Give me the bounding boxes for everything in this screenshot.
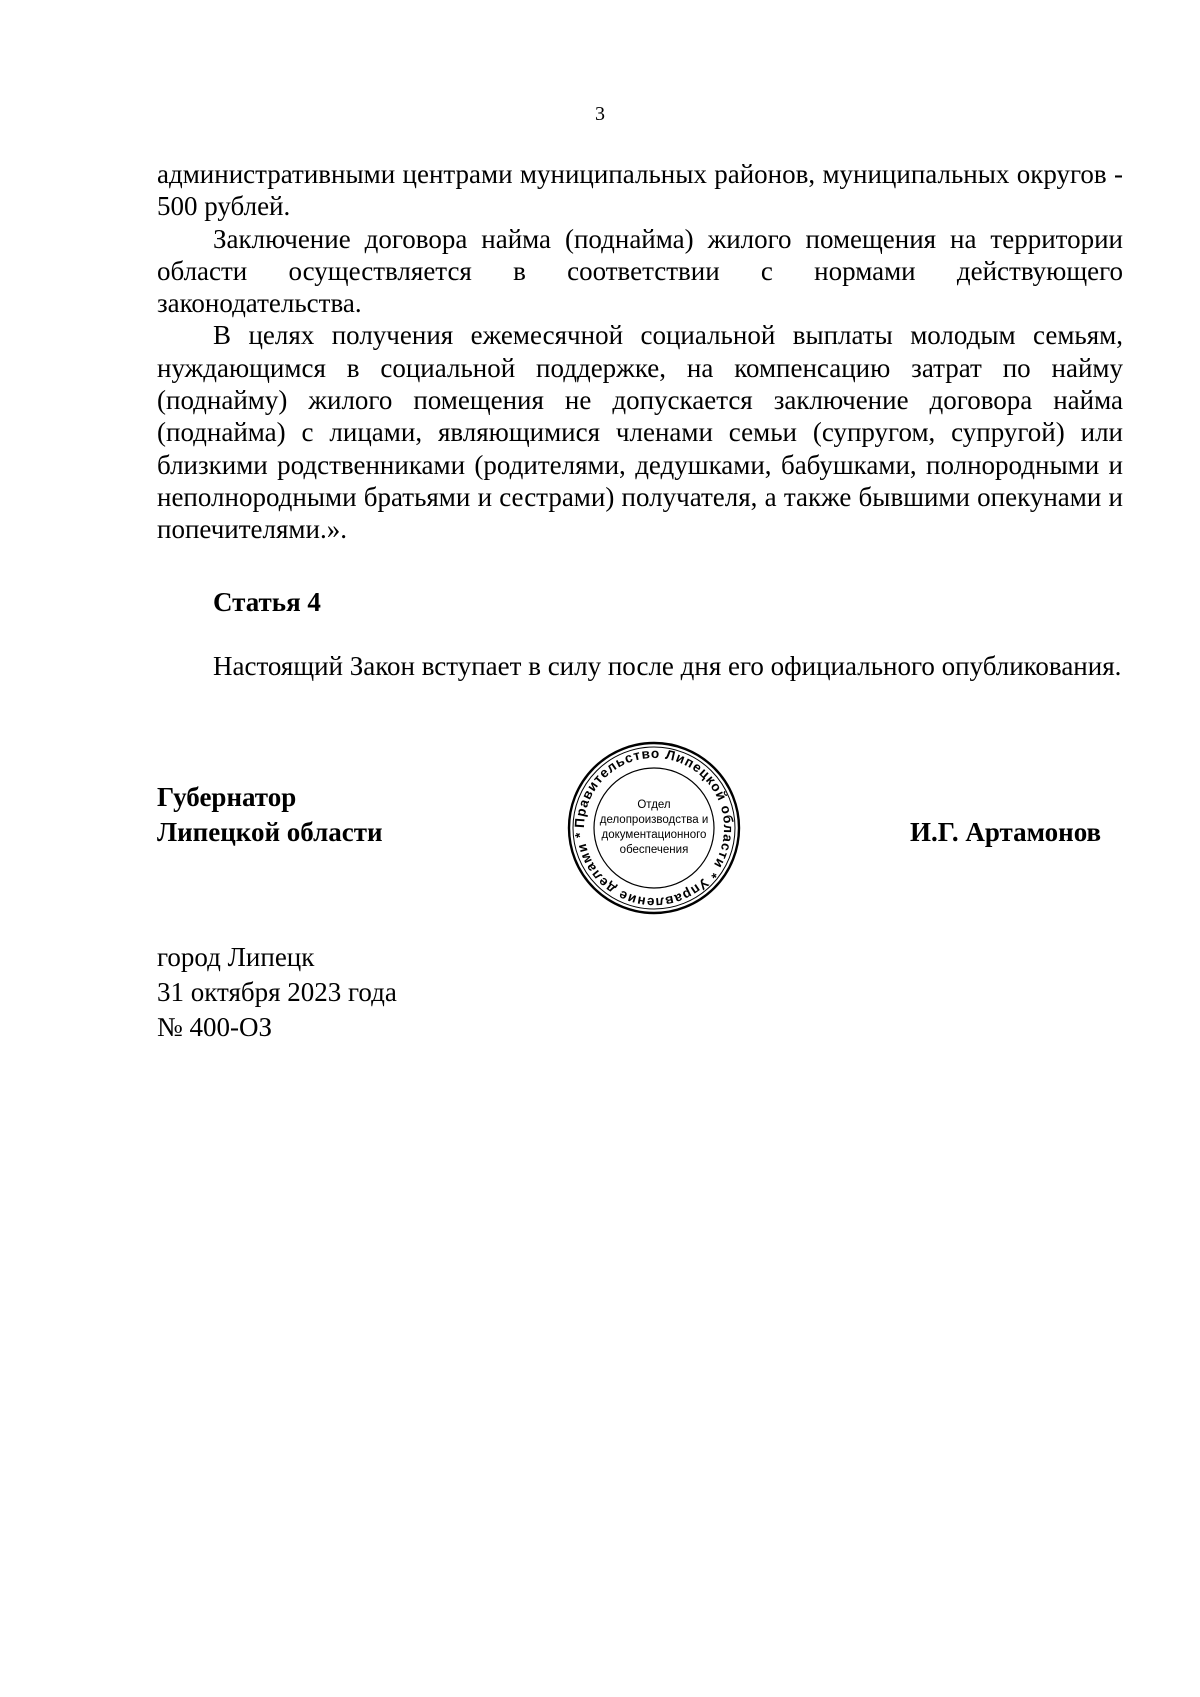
paragraph-2: Заключение договора найма (поднайма) жилого помещения на территории области осуществляется в соответствии с нормами действующего законодательства. (157, 223, 1123, 319)
footer-date: 31 октября 2023 года (157, 977, 397, 1007)
document-footer (157, 940, 397, 1045)
paragraph-3: В целях получения ежемесячной социальной выплаты молодым семьям, нуждающимся в социальной поддержке, на компенсацию затрат по найму (поднайму) жилого помещения не допускается заключение договора найма (поднайма) с лицами, являющимися членами семьи (супругом, супругой) или близкими родственниками (родителями, дедушками, бабушками, полнородными и неполнородными братьями и сестрами) получателя, а также бывшими опекунами и попечителями.». (157, 320, 1123, 545)
body-text (157, 158, 1123, 546)
article-body (157, 650, 1123, 682)
article-paragraph: Настоящий Закон вступает в силу после дня его официального опубликования. (213, 651, 1122, 681)
article-title: Статья 4 (213, 587, 321, 617)
stamp-outer-text: Правительство Липецкой области * Управление делами * (571, 745, 737, 911)
footer-number: № 400-ОЗ (157, 1012, 273, 1042)
paragraph-1: административными центрами муниципальных районов, муниципальных округов - 500 рублей. (157, 159, 1123, 222)
stamp-inner-line-3: документационного (601, 829, 707, 841)
stamp-inner-line-2: делопроизводства и (599, 814, 709, 826)
stamp-inner-line-1: Отдел (637, 799, 671, 811)
position-line-1: Губернатор (157, 782, 297, 812)
signatory-name: И.Г. Артамонов (910, 817, 1102, 847)
position-line-2: Липецкой области (157, 817, 383, 847)
page-number: 3 (595, 103, 605, 125)
signatory-position (157, 780, 383, 850)
stamp-inner-line-4: обеспечения (619, 844, 689, 856)
footer-city: город Липецк (157, 942, 315, 972)
official-stamp (566, 740, 742, 916)
